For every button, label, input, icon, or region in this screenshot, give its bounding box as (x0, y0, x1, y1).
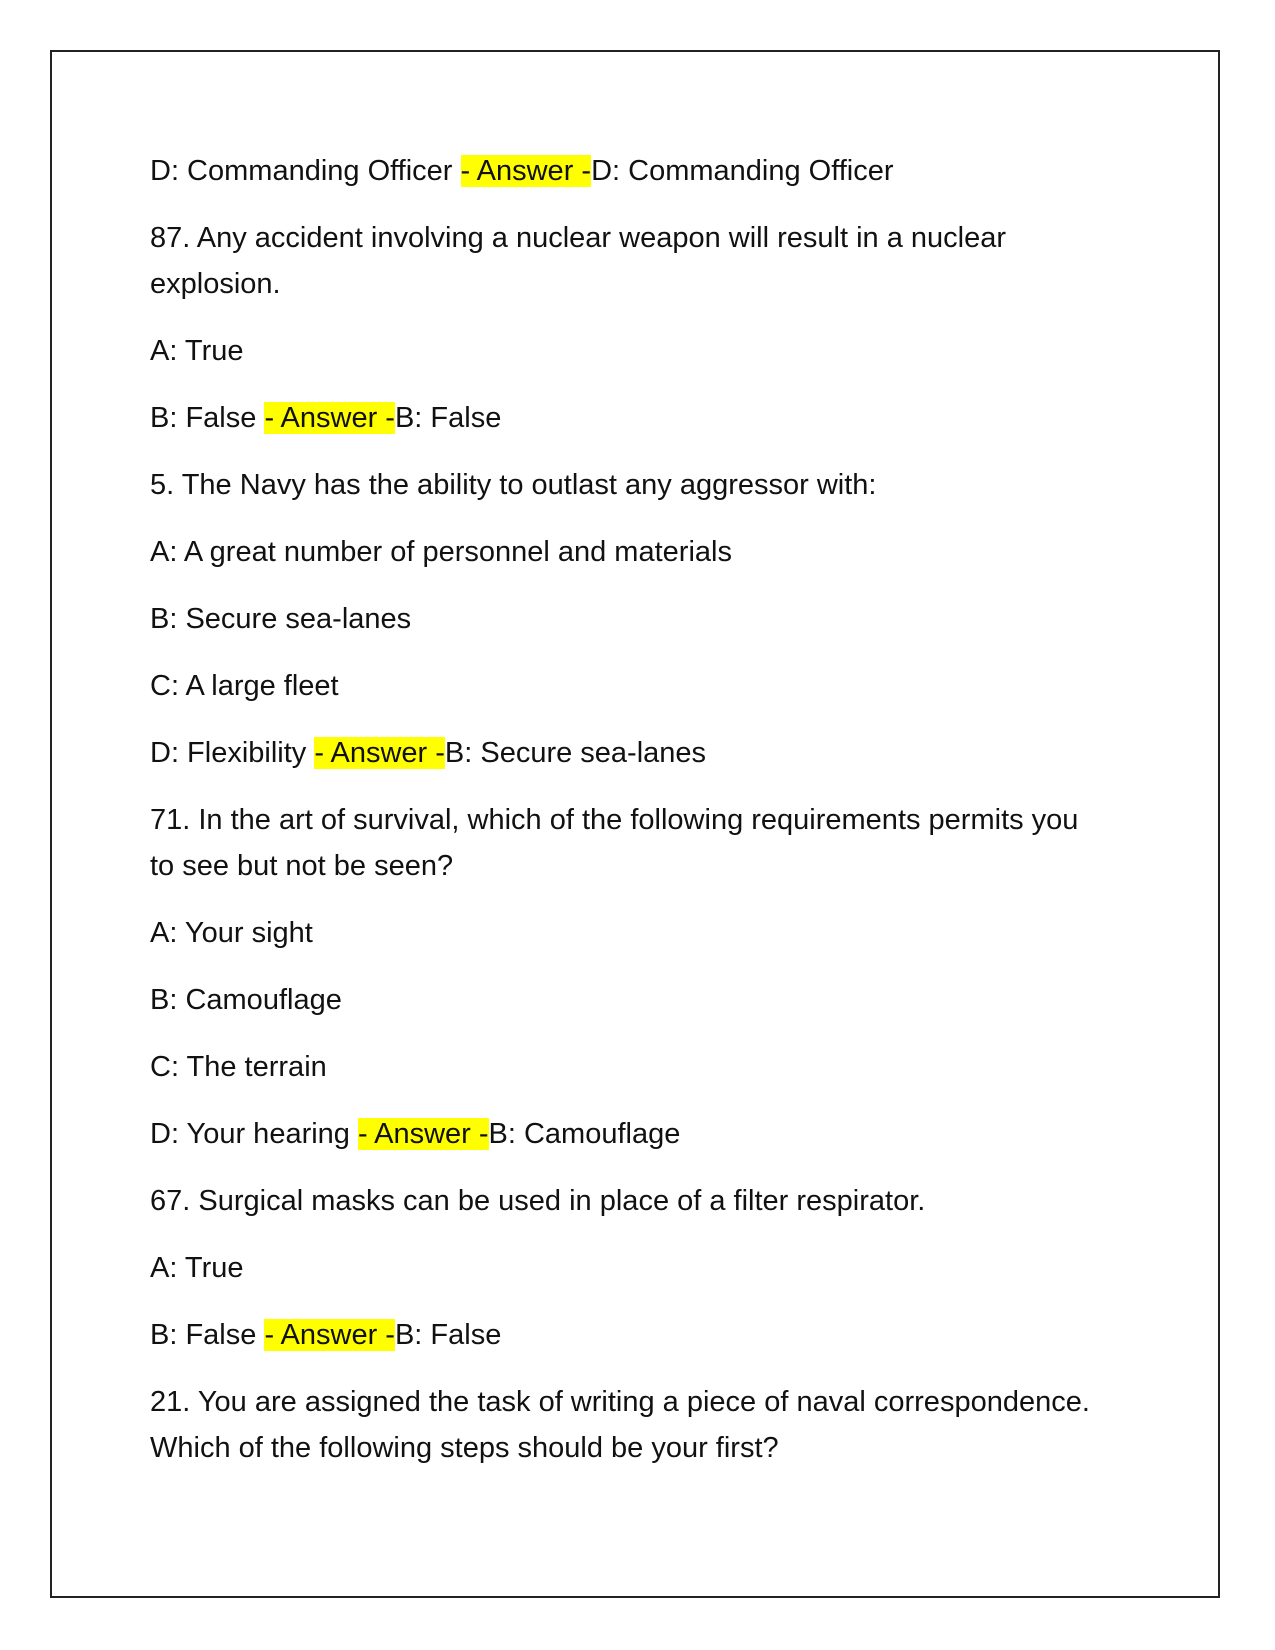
correct-answer: B: Secure sea-lanes (444, 737, 707, 769)
question-text: 21. You are assigned the task of writing a piece of naval correspondence. Which of the following steps should be your first? (150, 1386, 1090, 1464)
document-body (150, 148, 1110, 1492)
answer-marker: - Answer - (314, 737, 445, 769)
question-text: 5. The Navy has the ability to outlast any aggressor with: (150, 469, 877, 501)
answer-marker: - Answer - (264, 1319, 395, 1351)
option-text: D: Flexibility (150, 737, 315, 769)
option-line: B: Camouflage (150, 984, 342, 1016)
option-text: D: Commanding Officer (150, 155, 461, 187)
answer-marker: - Answer - (460, 155, 592, 187)
option-line: C: A large fleet (150, 670, 339, 702)
correct-answer: B: False (394, 1319, 502, 1351)
correct-answer: D: Commanding Officer (591, 155, 894, 187)
option-line: A: True (150, 1252, 244, 1284)
option-text: B: False (150, 402, 265, 434)
option-line: C: The terrain (150, 1051, 327, 1083)
question-text: 67. Surgical masks can be used in place of a filter respirator. (150, 1185, 926, 1217)
option-text: B: False (150, 1319, 265, 1351)
option-line: A: A great number of personnel and materials (150, 536, 732, 568)
option-line: A: True (150, 335, 244, 367)
answer-marker: - Answer - (357, 1118, 489, 1150)
correct-answer: B: Camouflage (488, 1118, 681, 1150)
answer-line (150, 148, 1110, 194)
answer-line (150, 1312, 1110, 1358)
answer-marker: - Answer - (264, 402, 395, 434)
option-text: D: Your hearing (150, 1118, 358, 1150)
correct-answer: B: False (394, 402, 502, 434)
question-text: 71. In the art of survival, which of the following requirements permits you to see but not be seen? (150, 804, 1079, 882)
option-line: B: Secure sea-lanes (150, 603, 412, 635)
answer-line (150, 730, 1110, 776)
answer-line (150, 1111, 1110, 1157)
answer-line (150, 395, 1110, 441)
question-text: 87. Any accident involving a nuclear weapon will result in a nuclear explosion. (150, 222, 1006, 300)
option-line: A: Your sight (150, 917, 313, 949)
